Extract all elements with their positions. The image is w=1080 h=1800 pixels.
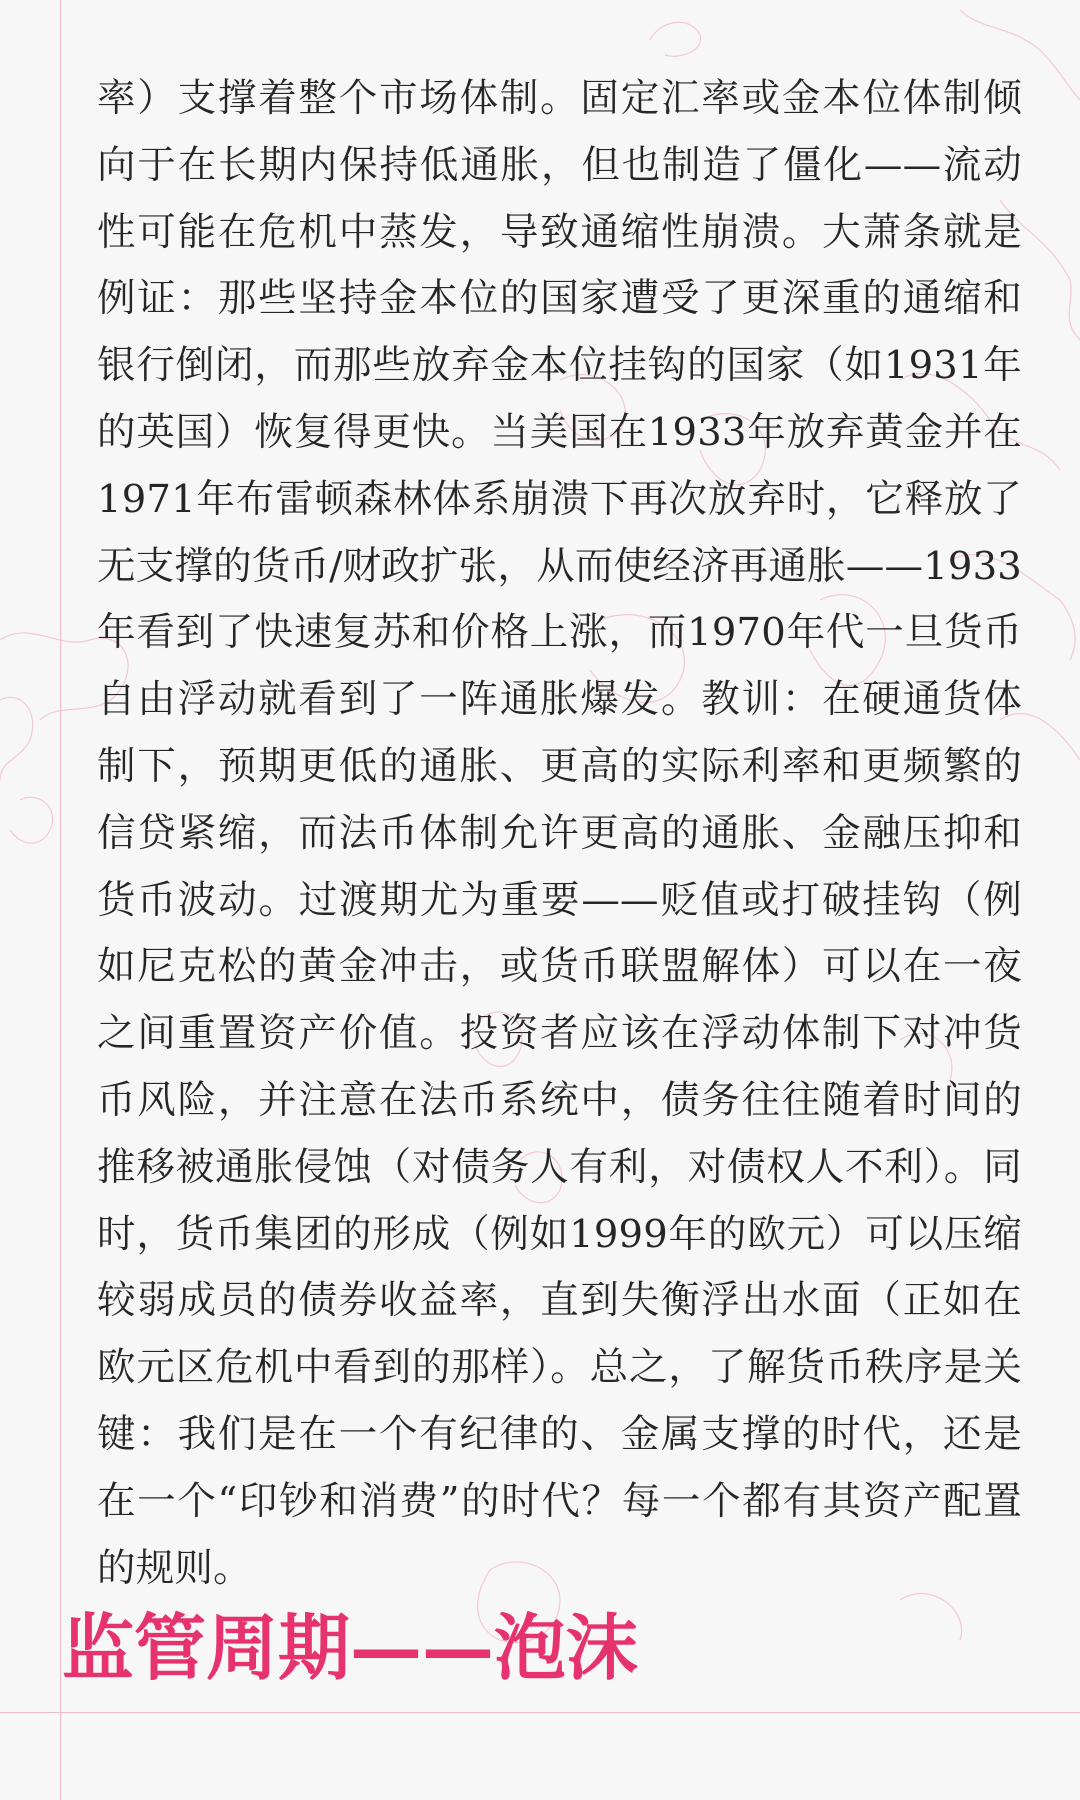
- left-margin-line: [60, 0, 61, 1800]
- section-heading: 监管周期——泡沫: [62, 1605, 639, 1690]
- bottom-rule-line: [0, 1712, 1080, 1713]
- body-paragraph: 率）支撑着整个市场体制。固定汇率或金本位体制倾向于在长期内保持低通胀，但也制造了僵化——流动性可能在危机中蒸发，导致通缩性崩溃。大萧条就是例证：那些坚持金本位的国家遭受了更深重的通缩和银行倒闭，而那些放弃金本位挂钩的国家（如1931年的英国）恢复得更快。当美国在1933年放弃黄金并在1971年布雷顿森林体系崩溃下再次放弃时，它释放了无支撑的货币/财政扩张，从而使经济再通胀——1933年看到了快速复苏和价格上涨，而1970年代一旦货币自由浮动就看到了一阵通胀爆发。教训：在硬通货体制下，预期更低的通胀、更高的实际利率和更频繁的信贷紧缩，而法币体制允许更高的通胀、金融压抑和货币波动。过渡期尤为重要——贬值或打破挂钩（例如尼克松的黄金冲击，或货币联盟解体）可以在一夜之间重置资产价值。投资者应该在浮动体制下对冲货币风险，并注意在法币系统中，债务往往随着时间的推移被通胀侵蚀（对债务人有利，对债权人不利）。同时，货币集团的形成（例如1999年的欧元）可以压缩较弱成员的债券收益率，直到失衡浮出水面（正如在欧元区危机中看到的那样）。总之，了解货币秩序是关键：我们是在一个有纪律的、金属支撑的时代，还是在一个“印钞和消费”的时代？每一个都有其资产配置的规则。: [97, 76, 1022, 1591]
